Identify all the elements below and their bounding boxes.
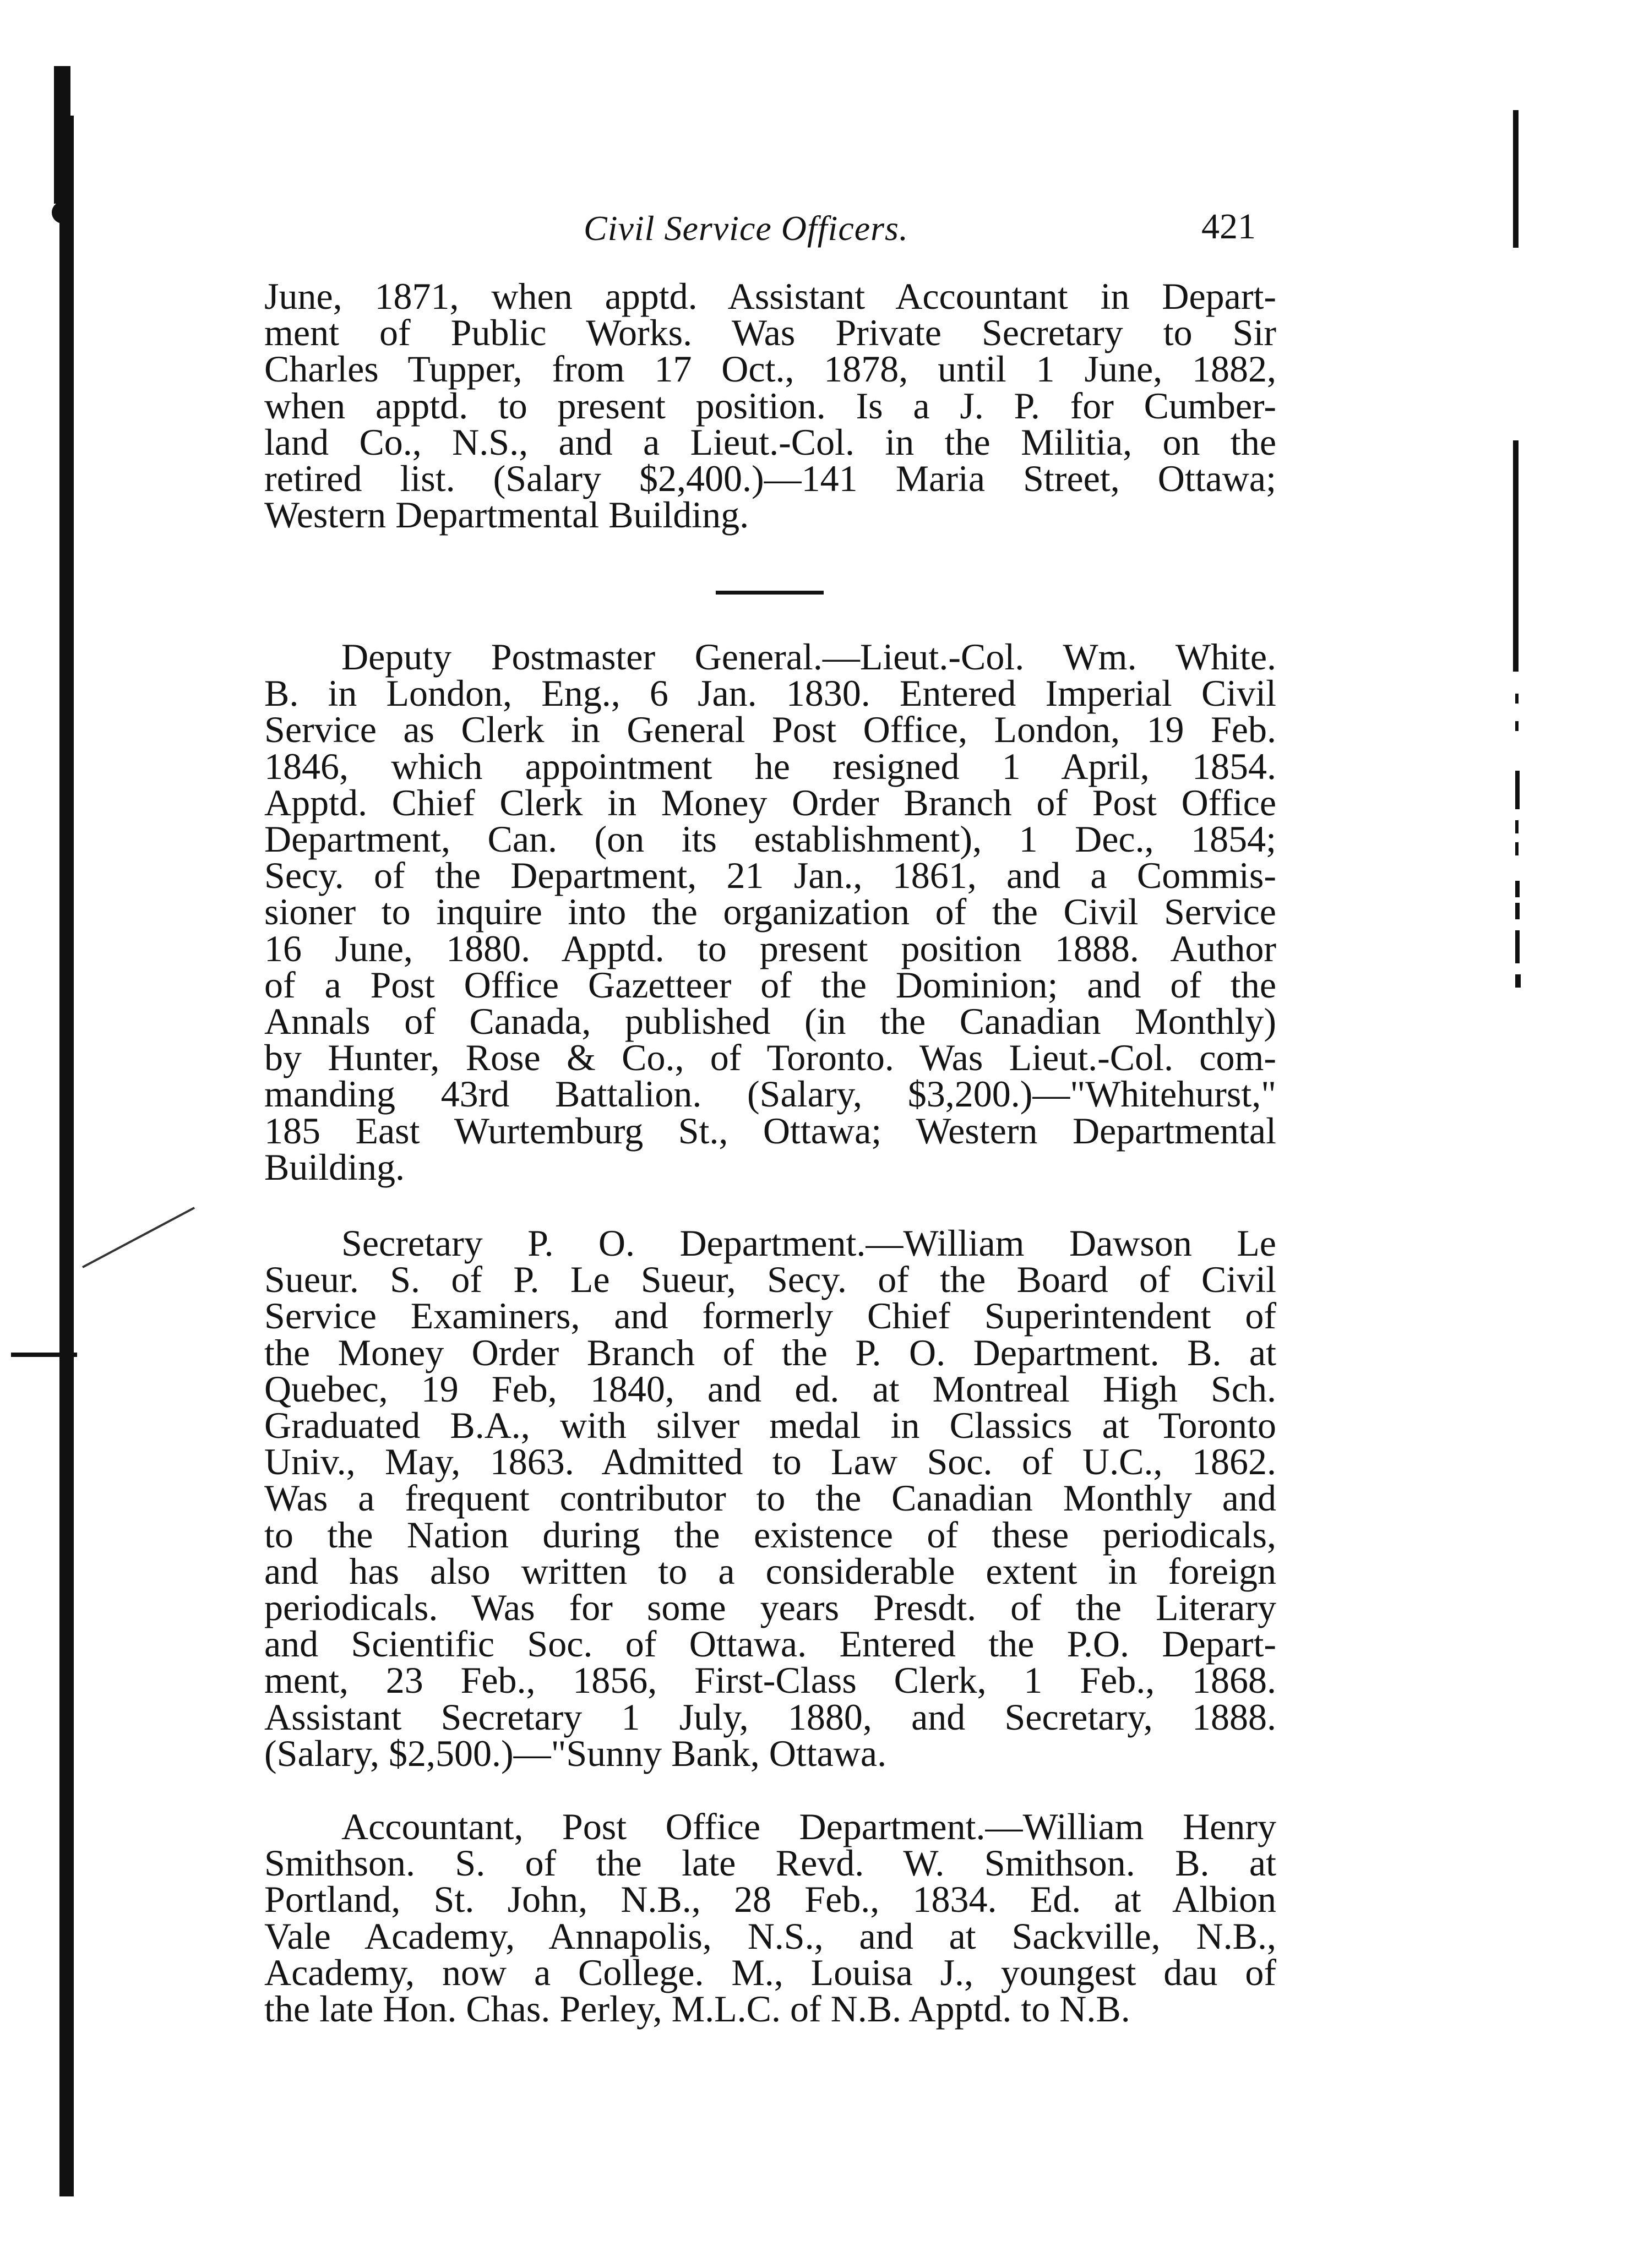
right-edge-marks [1513,110,1523,991]
section-divider-rule [716,591,824,595]
text-line: of a Post Office Gazetteer of the Dominion; and of the [264,963,1276,1006]
text-line: the late Hon. Chas. Perley, M.L.C. of N.B. Apptd. to N.B. [264,1988,1130,2030]
text-line: Portland, St. John, N.B., 28 Feb., 1834. Ed. at Albion [264,1878,1276,1921]
text-line: retired list. (Salary $2,400.)—141 Maria Street, Ottawa; [264,457,1276,500]
text-line: Secretary P. O. Department.—William Dawson Le [341,1222,1276,1264]
running-header-title: Civil Service Officers. [584,209,908,248]
text-line: the Money Order Branch of the P. O. Department. B. at [264,1331,1276,1373]
text-line: B. in London, Eng., 6 Jan. 1830. Entered Imperial Civil [264,672,1276,715]
text-line: Quebec, 19 Feb, 1840, and ed. at Montreal High Sch. [264,1367,1276,1410]
text-line: manding 43rd Battalion. (Salary, $3,200.)—"Whitehurst," [264,1073,1276,1115]
text-line: Deputy Postmaster General.—Lieut.-Col. Wm. White. [341,636,1276,678]
text-line: Smithson. S. of the late Revd. W. Smithson. B. at [264,1842,1276,1884]
text-line: ment of Public Works. Was Private Secretary to Sir [264,312,1276,354]
text-line: Was a frequent contributor to the Canadian Monthly and [264,1477,1276,1519]
text-line: when apptd. to present position. Is a J. P. for Cumber- [264,384,1276,427]
text-line: Sueur. S. of P. Le Sueur, Secy. of the Board of Civil [264,1258,1276,1301]
text-line: Academy, now a College. M., Louisa J., youngest dau of [264,1951,1276,1993]
text-line: Secy. of the Department, 21 Jan., 1861, and a Commis- [264,854,1276,897]
text-line: ment, 23 Feb., 1856, First-Class Clerk, 1 Feb., 1868. [264,1659,1276,1702]
margin-scratch-mark [82,1207,195,1268]
text-line: 16 June, 1880. Apptd. to present position 1888. Author [264,927,1276,969]
text-line: Western Departmental Building. [264,494,749,536]
text-line: sioner to inquire into the organization of the Civil Service [264,891,1276,933]
text-line: (Salary, $2,500.)—"Sunny Bank, Ottawa. [264,1732,887,1774]
text-line: to the Nation during the existence of these periodicals, [264,1513,1276,1556]
text-line: Apptd. Chief Clerk in Money Order Branch of Post Office [264,781,1276,824]
text-line: Annals of Canada, published (in the Canadian Monthly) [264,1000,1276,1043]
biography-accountant-post-office [264,1806,1276,2030]
text-line: Charles Tupper, from 17 Oct., 1878, until 1 June, 1882, [264,348,1276,390]
biography-secretary-po-department [264,1222,1276,1774]
text-line: June, 1871, when apptd. Assistant Accountant in Depart- [264,275,1276,317]
text-line: Vale Academy, Annapolis, N.S., and at Sackville, N.B., [264,1915,1276,1957]
text-line: Department, Can. (on its establishment), 1 Dec., 1854; [264,818,1276,860]
text-line: and Scientific Soc. of Ottawa. Entered the P.O. Depart- [264,1623,1276,1665]
text-line: and has also written to a considerable extent in foreign [264,1550,1276,1592]
biography-deputy-postmaster-general [264,636,1276,1188]
text-line: Accountant, Post Office Department.—William Henry [341,1806,1276,1847]
text-line: by Hunter, Rose & Co., of Toronto. Was Lieut.-Col. com- [264,1037,1276,1079]
page-binding-edge [59,116,74,2196]
text-line: Service Examiners, and formerly Chief Superintendent of [264,1295,1276,1337]
page-number: 421 [1201,206,1256,247]
continued-biography-paragraph [264,275,1276,536]
text-line: land Co., N.S., and a Lieut.-Col. in the Militia, on the [264,421,1276,463]
text-line: Univ., May, 1863. Admitted to Law Soc. of U.C., 1862. [264,1441,1276,1483]
margin-tick-mark [11,1353,77,1357]
text-line: 185 East Wurtemburg St., Ottawa; Western Departmental [264,1109,1276,1152]
text-line: Building. [264,1146,405,1188]
text-line: Assistant Secretary 1 July, 1880, and Secretary, 1888. [264,1695,1276,1738]
text-line: Graduated B.A., with silver medal in Classics at Toronto [264,1404,1276,1447]
text-line: 1846, which appointment he resigned 1 April, 1854. [264,745,1276,787]
text-line: periodicals. Was for some years Presdt. of the Literary [264,1586,1276,1629]
text-line: Service as Clerk in General Post Office, London, 19 Feb. [264,708,1276,751]
